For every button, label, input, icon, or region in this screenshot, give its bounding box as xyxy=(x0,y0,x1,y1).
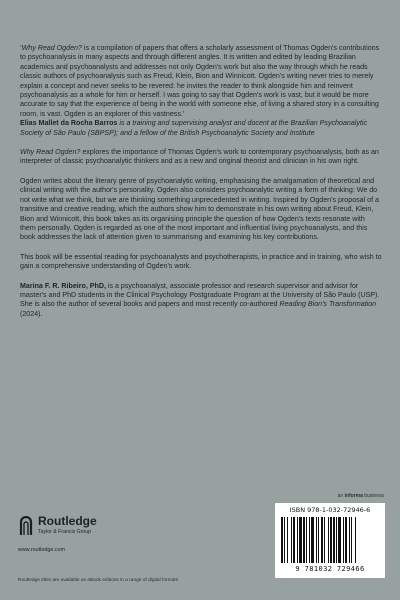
bio-tail: (2024). xyxy=(20,309,43,318)
author-bio xyxy=(20,282,382,320)
blurb-text xyxy=(20,44,382,319)
description-paragraph-2: Ogden writes about the literary genre of psychoanalytic writing, emphasising the amalgamation of theoretical and clinical writing with the author's personality. Ogden also considers psychoanalytic writing a form of thinking: We do not write what we think, but we are thinking something unprecedented in writing. Inspired by Ogden's proposal of a transitive and creative reading, which the authors show him to demonstrate in his own writing about Freud, Klein, Bion and Winnicott, this book takes as its organising principle the question of how Ogden's texts resonate with them personally. Ogden is regarded as one of the most important and influential living psychoanalysts, and this book addresses the lack of attention given to summarising and examining his key contributions. xyxy=(20,176,380,242)
description-text-1: explores the importance of Thomas Ogden's work to contemporary psychoanalysis, both as an interpreter of classic psychoanalytic thinkers and as a new and original theorist and clinician in his own right. xyxy=(20,148,379,166)
isbn-label: ISBN 978-1-032-72946-6 xyxy=(289,506,371,514)
publisher-name: Routledge xyxy=(38,514,97,528)
description-paragraph-3: This book will be essential reading for psychoanalysts and psychotherapists, in practice and in training, who wish to gain a comprehensive understanding of Ogden's work. xyxy=(20,252,382,271)
quote-affiliation: is a training and supervising analyst and docent at the Brazilian Psychoanalytic Society of São Paulo (SBPSP); and a fellow of the British Psychoanalytic Society and Institute xyxy=(20,119,367,137)
publisher-group: Taylor & Francis Group xyxy=(38,529,92,535)
author-name: Marina F. R. Ribeiro, PhD, xyxy=(20,281,106,290)
quote-author: Elias Mallet da Rocha Barros xyxy=(20,119,118,128)
publisher-url: www.routledge.com xyxy=(18,547,66,553)
routledge-mark-icon xyxy=(18,516,34,536)
quote-title: Why Read Ogden? xyxy=(21,44,82,52)
bio-text: is a psychoanalyst, associate professor and research supervisor and advisor for master's and PhD students in the Clinical Psychology Postgraduate Program at the University of São Paulo (USP). She is also the author of several books and papers and most recently co-authored xyxy=(20,281,380,309)
barcode-digits: 9 781032 729466 xyxy=(295,565,365,573)
barcode xyxy=(275,503,385,578)
description-paragraph-1 xyxy=(20,148,382,167)
barcode-icon xyxy=(281,517,379,563)
informa-imprint: an informa business xyxy=(337,493,384,499)
endorsement-attribution xyxy=(20,119,382,138)
endorsement-quote: ‘Why Read Ogden? is a compilation of papers that offers a scholarly assessment of Thomas Ogden's contributions to psychoanalysis in many aspects and through different angles. It is written and edited by leading Brazilian academics and psychoanalysts and addresses not only Ogden's work but also the way through which he reads classic authors of psychoanalysis such as Freud, Klein, Bion and Winnicott. Ogden's writing never tries to merely explain a concept and never seeks to be revered: he invites the reader to think alongside him and reinvent psychoanalysis as a whole for him or herself. I was going to say that Ogden's work is vast, but it would be more accurate to say that the experience of being in the world with someone else, of living a shared story in a consulting room, is vast. Ogden is an explorer of this vastness.' xyxy=(20,44,380,118)
ebook-note: Routledge titles are available as eBook editions in a range of digital formats xyxy=(18,578,178,583)
bio-book-title: Reading Bion's Transformation xyxy=(279,300,377,309)
book-title-inline: Why Read Ogden? xyxy=(20,148,81,157)
quote-body: is a compilation of papers that offers a scholarly assessment of Thomas Ogden's contributions to psychoanalysis in many aspects and through different angles. It is written and edited by leading Brazilian academics and psychoanalysts and addresses not only Ogden's work but also the way through which he reads classic authors of psychoanalysis such as Freud, Klein, Bion and Winnicott. Ogden's writing never tries to merely explain a concept and never seeks to be revered: he invites the reader to think alongside him and reinvent psychoanalysis as a whole for him or herself. I was going to say that Ogden's work is vast, but it would be more accurate to say that the experience of being in the world with someone else, of living a shared story in a consulting room, is vast. Ogden is an explorer of this vastness.' xyxy=(20,44,380,118)
publisher-logo xyxy=(18,514,138,558)
